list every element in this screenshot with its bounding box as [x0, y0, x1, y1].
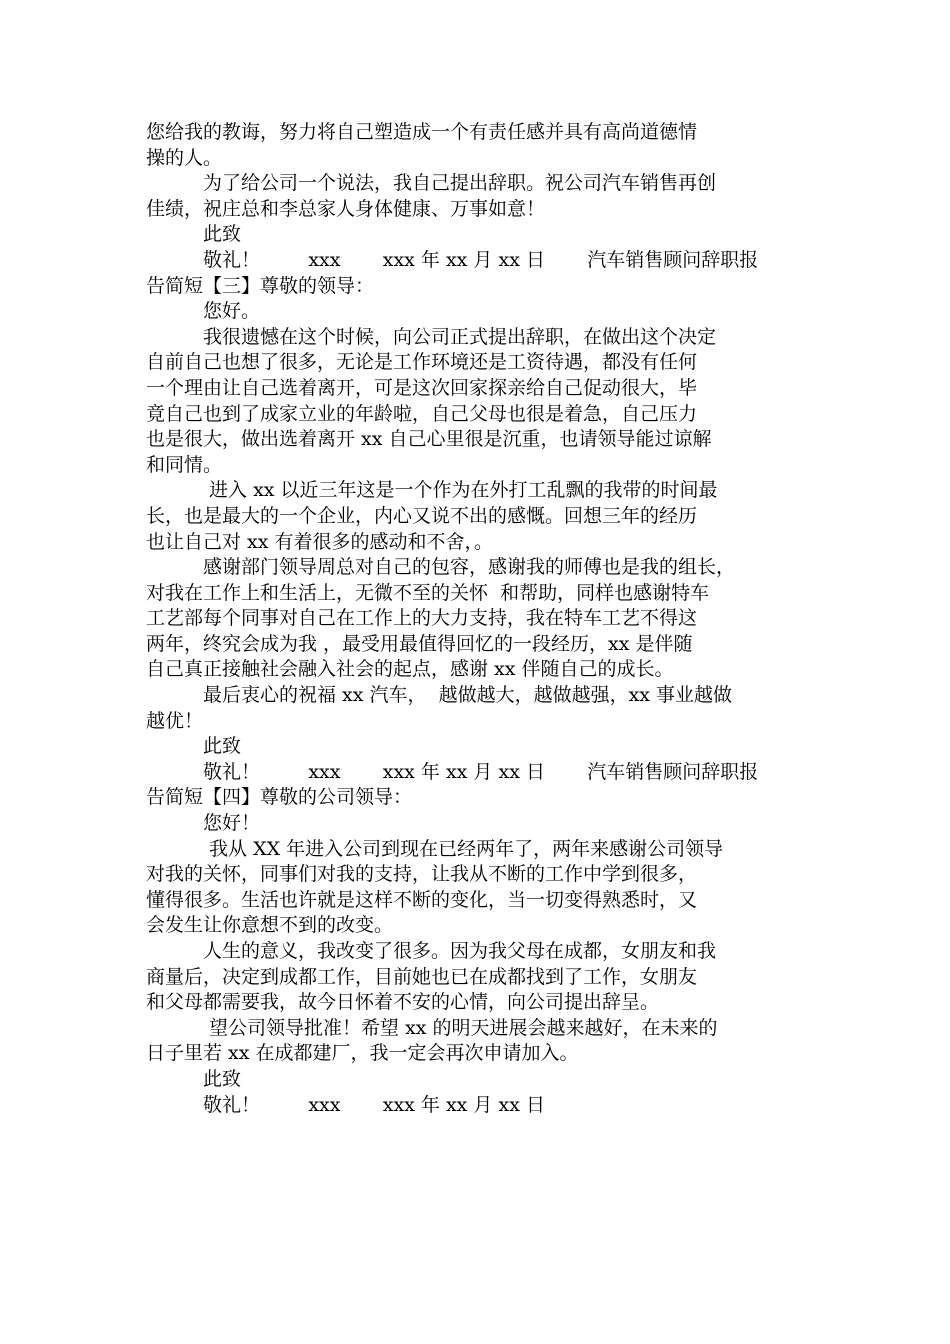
text-line: 对我在工作上和生活上，无微不至的关怀 和帮助，同样也感谢特车: [146, 581, 710, 604]
text-line: 会发生让你意想不到的改变。: [146, 914, 394, 937]
text-line: 对我的关怀，同事们对我的支持，让我从不断的工作中学到很多，: [146, 863, 698, 886]
text-line: 敬礼！ xxx xxx 年 xx 月 xx 日 汽车销售顾问辞职报: [203, 248, 759, 271]
text-line: 此致: [203, 223, 242, 246]
text-line: 懂得很多。生活也许就是这样不断的变化，当一切变得熟悉时，又: [146, 888, 698, 911]
text-line: 敬礼！ xxx xxx 年 xx 月 xx 日: [203, 1093, 545, 1116]
text-line: 一个理由让自己选着离开，可是这次回家探亲给自己促动很大，毕: [146, 376, 698, 399]
text-line: 长，也是最大的一个企业，内心又说不出的感慨。回想三年的经历: [146, 504, 698, 527]
document-body: [146, 120, 814, 1118]
text-line: 工艺部每个同事对自己在工作上的大力支持，我在特车工艺不得这: [146, 607, 698, 630]
text-line: 最后衷心的祝福 xx 汽车， 越做越大，越做越强，xx 事业越做: [203, 684, 733, 707]
text-line: 人生的意义，我改变了很多。因为我父母在成都，女朋友和我: [203, 940, 717, 962]
text-line: 我从 XX 年进入公司到现在已经两年了，两年来感谢公司领导: [203, 837, 724, 860]
text-line: 自己真正接触社会融入社会的起点，感谢 xx 伴随自己的成长。: [146, 658, 674, 681]
text-line: 此致: [203, 735, 242, 758]
text-line: 告简短【四】尊敬的公司领导：: [146, 786, 413, 809]
text-line: 商量后，决定到成都工作，目前她也已在成都找到了工作，女朋友: [146, 965, 698, 988]
text-line: 操的人。: [146, 146, 223, 169]
text-line: 和父母都需要我，故今日怀着不安的心情，向公司提出辞呈。: [146, 991, 660, 1014]
text-line: 您给我的教诲，努力将自己塑造成一个有责任感并具有高尚道德情: [146, 121, 698, 143]
text-line: 敬礼！ xxx xxx 年 xx 月 xx 日 汽车销售顾问辞职报: [203, 760, 759, 783]
text-line: 越优！: [146, 709, 204, 732]
text-line: 为了给公司一个说法，我自己提出辞职。祝公司汽车销售再创: [203, 172, 717, 195]
text-line: 和同情。: [146, 453, 223, 476]
text-line: 也是很大，做出选着离开 xx 自己心里很是沉重，也请领导能过谅解: [146, 428, 712, 451]
text-line: 您好！: [203, 812, 261, 835]
text-line: 感谢部门领导周总对自己的包容，感谢我的师傅也是我的组长，: [203, 556, 736, 579]
text-line: 此致: [203, 1067, 242, 1090]
text-line: 日子里若 xx 在成都建厂，我一定会再次申请加入。: [146, 1042, 579, 1065]
text-line: 您好。: [203, 300, 261, 323]
text-line: 我很遗憾在这个时候，向公司正式提出辞职，在做出这个决定: [203, 325, 717, 348]
text-line: 也让自己对 xx 有着很多的感动和不舍，。: [146, 530, 494, 553]
text-line: 告简短【三】尊敬的领导：: [146, 274, 375, 297]
text-line: 进入 xx 以近三年这是一个作为在外打工乱飘的我带的时间最: [203, 479, 718, 502]
text-line: 佳绩，祝庄总和李总家人身体健康、万事如意！: [146, 197, 546, 220]
text-line: 望公司领导批准！希望 xx 的明天进展会越来越好，在未来的: [203, 1016, 718, 1039]
text-line: 竟自己也到了成家立业的年龄啦，自己父母也很是着急，自己压力: [146, 402, 698, 425]
text-line: 两年，终究会成为我 ，最受用最值得回忆的一段经历，xx 是伴随: [146, 632, 693, 655]
text-line: 自前自己也想了很多，无论是工作环境还是工资待遇，都没有任何: [146, 351, 698, 374]
